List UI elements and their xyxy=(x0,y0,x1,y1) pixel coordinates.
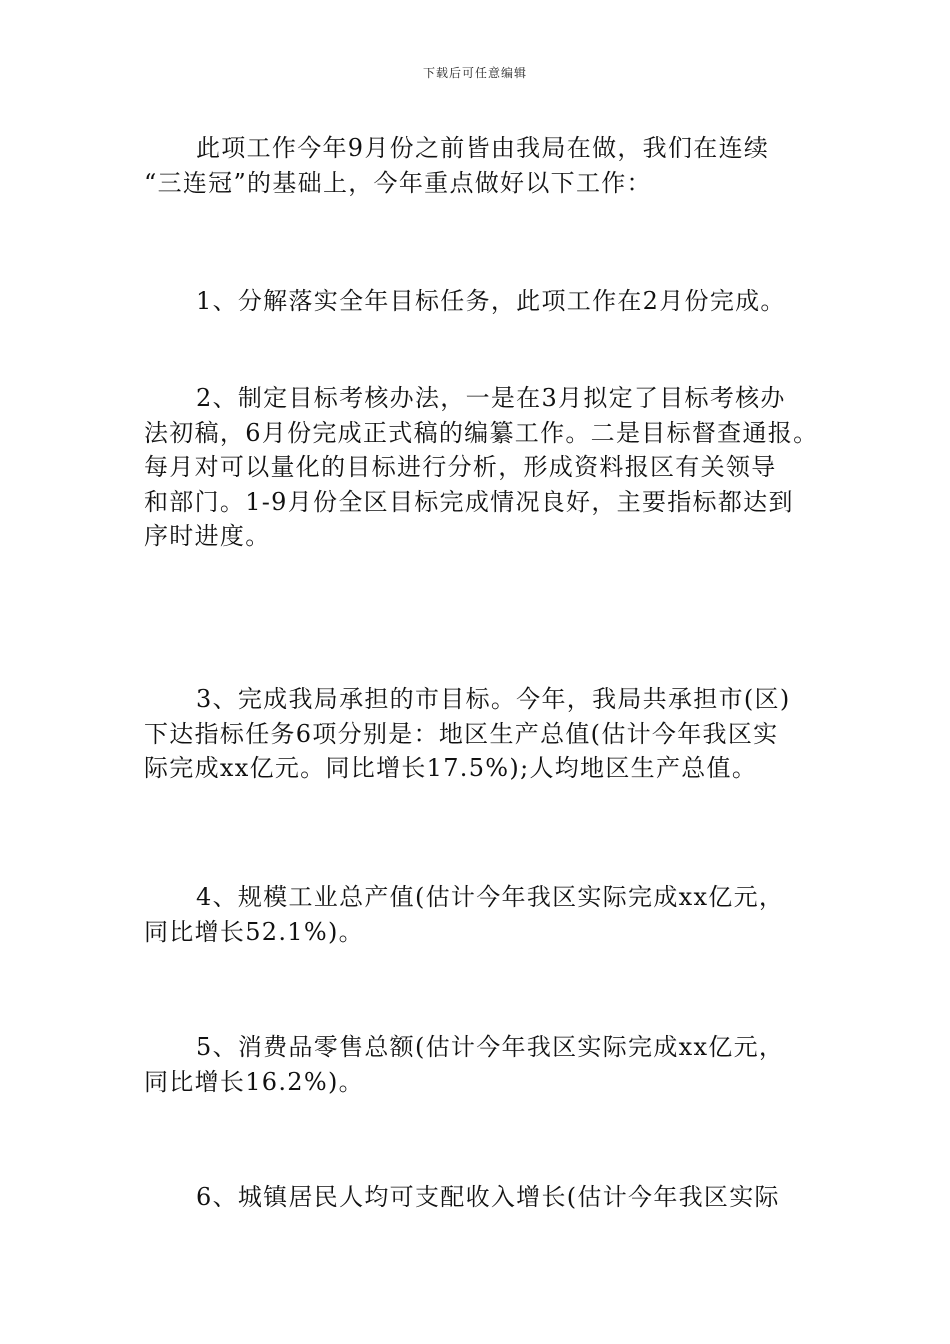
text-line: 序时进度。 xyxy=(144,522,271,550)
page-header-note: 下载后可任意编辑 xyxy=(422,66,527,80)
paragraph-item-5 xyxy=(144,1030,814,1099)
text-line: 法初稿，6月份完成正式稿的编纂工作。二是目标督查通报。 xyxy=(144,418,819,447)
text-line: 5、消费品零售总额(估计今年我区实际完成xx亿元， xyxy=(196,1033,785,1061)
text-line: 此项工作今年9月份之前皆由我局在做，我们在连续 xyxy=(196,134,770,162)
paragraph-item-2 xyxy=(144,381,819,554)
text-line: 际完成xx亿元。同比增长17.5%);人均地区生产总值。 xyxy=(144,754,758,782)
text-line: 每月对可以量化的目标进行分析，形成资料报区有关领导 xyxy=(144,453,777,481)
paragraph-item-4 xyxy=(144,880,814,949)
text-line: 3、完成我局承担的市目标。今年，我局共承担市(区) xyxy=(196,685,791,713)
text-line: 下达指标任务6项分别是：地区生产总值(估计今年我区实 xyxy=(144,719,779,748)
text-line: “三连冠”的基础上，今年重点做好以下工作： xyxy=(144,168,652,197)
paragraph-item-1 xyxy=(144,284,814,319)
text-line: 同比增长16.2%)。 xyxy=(144,1067,364,1096)
text-line: 同比增长52.1%)。 xyxy=(144,917,364,946)
text-line: 1、分解落实全年目标任务，此项工作在2月份完成。 xyxy=(196,287,786,315)
paragraph-intro xyxy=(144,131,814,200)
text-line: 2、制定目标考核办法，一是在3月拟定了目标考核办 xyxy=(196,384,786,412)
text-line: 6、城镇居民人均可支配收入增长(估计今年我区实际 xyxy=(196,1183,780,1211)
paragraph-item-6 xyxy=(144,1180,814,1215)
paragraph-item-3 xyxy=(144,682,814,786)
text-line: 和部门。1-9月份全区目标完成情况良好，主要指标都达到 xyxy=(144,487,794,516)
text-line: 4、规模工业总产值(估计今年我区实际完成xx亿元， xyxy=(196,883,785,911)
